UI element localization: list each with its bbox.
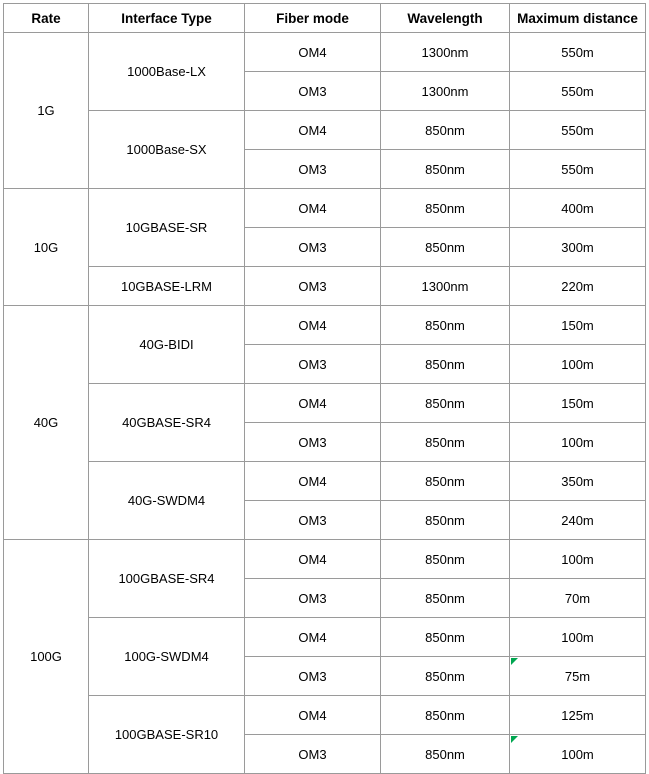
table-row	[4, 540, 646, 579]
cell-comment-marker-icon	[511, 736, 518, 743]
cell-interface-type: 40GBASE-SR4	[89, 384, 245, 462]
column-header-fiber-mode: Fiber mode	[245, 4, 381, 33]
cell-wavelength: 850nm	[381, 462, 510, 501]
cell-interface-type: 40G-BIDI	[89, 306, 245, 384]
cell-interface-type: 10GBASE-SR	[89, 189, 245, 267]
cell-fiber-mode: OM4	[245, 33, 381, 72]
cell-maximum-distance	[510, 735, 646, 774]
table-row	[4, 306, 646, 345]
cell-comment-marker-icon	[511, 658, 518, 665]
cell-wavelength: 1300nm	[381, 72, 510, 111]
cell-wavelength: 850nm	[381, 345, 510, 384]
cell-fiber-mode: OM3	[245, 345, 381, 384]
table-row	[4, 111, 646, 150]
table-row	[4, 33, 646, 72]
table-row	[4, 462, 646, 501]
cell-fiber-mode: OM4	[245, 540, 381, 579]
cell-maximum-distance: 100m	[510, 540, 646, 579]
cell-fiber-mode: OM4	[245, 462, 381, 501]
cell-maximum-distance: 550m	[510, 111, 646, 150]
cell-fiber-mode: OM3	[245, 228, 381, 267]
cell-maximum-distance: 300m	[510, 228, 646, 267]
table-row	[4, 267, 646, 306]
cell-maximum-distance: 150m	[510, 384, 646, 423]
cell-maximum-distance: 400m	[510, 189, 646, 228]
fiber-spec-table	[3, 3, 646, 774]
cell-maximum-distance: 100m	[510, 618, 646, 657]
cell-wavelength: 1300nm	[381, 267, 510, 306]
cell-maximum-distance: 125m	[510, 696, 646, 735]
cell-maximum-distance: 220m	[510, 267, 646, 306]
cell-fiber-mode: OM4	[245, 696, 381, 735]
cell-wavelength: 850nm	[381, 618, 510, 657]
table-row	[4, 189, 646, 228]
table-header-row	[4, 4, 646, 33]
column-header-wavelength: Wavelength	[381, 4, 510, 33]
cell-maximum-distance: 550m	[510, 72, 646, 111]
cell-rate: 40G	[4, 306, 89, 540]
cell-maximum-distance: 150m	[510, 306, 646, 345]
cell-fiber-mode: OM4	[245, 306, 381, 345]
cell-wavelength: 1300nm	[381, 33, 510, 72]
column-header-rate: Rate	[4, 4, 89, 33]
cell-wavelength: 850nm	[381, 150, 510, 189]
cell-wavelength: 850nm	[381, 189, 510, 228]
cell-maximum-distance-text: 100m	[561, 746, 594, 762]
column-header-interface-type: Interface Type	[89, 4, 245, 33]
cell-maximum-distance: 100m	[510, 345, 646, 384]
table-row	[4, 618, 646, 657]
cell-rate: 10G	[4, 189, 89, 306]
cell-fiber-mode: OM3	[245, 735, 381, 774]
cell-wavelength: 850nm	[381, 384, 510, 423]
cell-rate: 1G	[4, 33, 89, 189]
cell-wavelength: 850nm	[381, 735, 510, 774]
cell-maximum-distance: 550m	[510, 33, 646, 72]
table-body	[4, 33, 646, 774]
cell-fiber-mode: OM3	[245, 423, 381, 462]
cell-wavelength: 850nm	[381, 423, 510, 462]
cell-fiber-mode: OM4	[245, 618, 381, 657]
cell-wavelength: 850nm	[381, 540, 510, 579]
cell-wavelength: 850nm	[381, 657, 510, 696]
cell-fiber-mode: OM3	[245, 579, 381, 618]
cell-fiber-mode: OM3	[245, 501, 381, 540]
cell-rate: 100G	[4, 540, 89, 774]
cell-wavelength: 850nm	[381, 501, 510, 540]
cell-maximum-distance: 350m	[510, 462, 646, 501]
cell-wavelength: 850nm	[381, 228, 510, 267]
cell-interface-type: 100GBASE-SR4	[89, 540, 245, 618]
cell-fiber-mode: OM4	[245, 111, 381, 150]
cell-fiber-mode: OM4	[245, 189, 381, 228]
cell-wavelength: 850nm	[381, 696, 510, 735]
cell-maximum-distance: 70m	[510, 579, 646, 618]
cell-wavelength: 850nm	[381, 579, 510, 618]
cell-fiber-mode: OM3	[245, 267, 381, 306]
column-header-maximum-distance: Maximum distance	[510, 4, 646, 33]
cell-interface-type: 100G-SWDM4	[89, 618, 245, 696]
table-row	[4, 696, 646, 735]
cell-maximum-distance-text: 75m	[564, 668, 591, 684]
cell-interface-type: 100GBASE-SR10	[89, 696, 245, 774]
cell-fiber-mode: OM3	[245, 72, 381, 111]
cell-interface-type: 40G-SWDM4	[89, 462, 245, 540]
cell-interface-type: 1000Base-SX	[89, 111, 245, 189]
cell-maximum-distance: 550m	[510, 150, 646, 189]
cell-maximum-distance: 100m	[510, 423, 646, 462]
cell-interface-type: 10GBASE-LRM	[89, 267, 245, 306]
cell-fiber-mode: OM4	[245, 384, 381, 423]
cell-fiber-mode: OM3	[245, 657, 381, 696]
cell-fiber-mode: OM3	[245, 150, 381, 189]
cell-wavelength: 850nm	[381, 111, 510, 150]
cell-wavelength: 850nm	[381, 306, 510, 345]
table-row	[4, 384, 646, 423]
cell-maximum-distance: 240m	[510, 501, 646, 540]
cell-maximum-distance	[510, 657, 646, 696]
cell-interface-type: 1000Base-LX	[89, 33, 245, 111]
